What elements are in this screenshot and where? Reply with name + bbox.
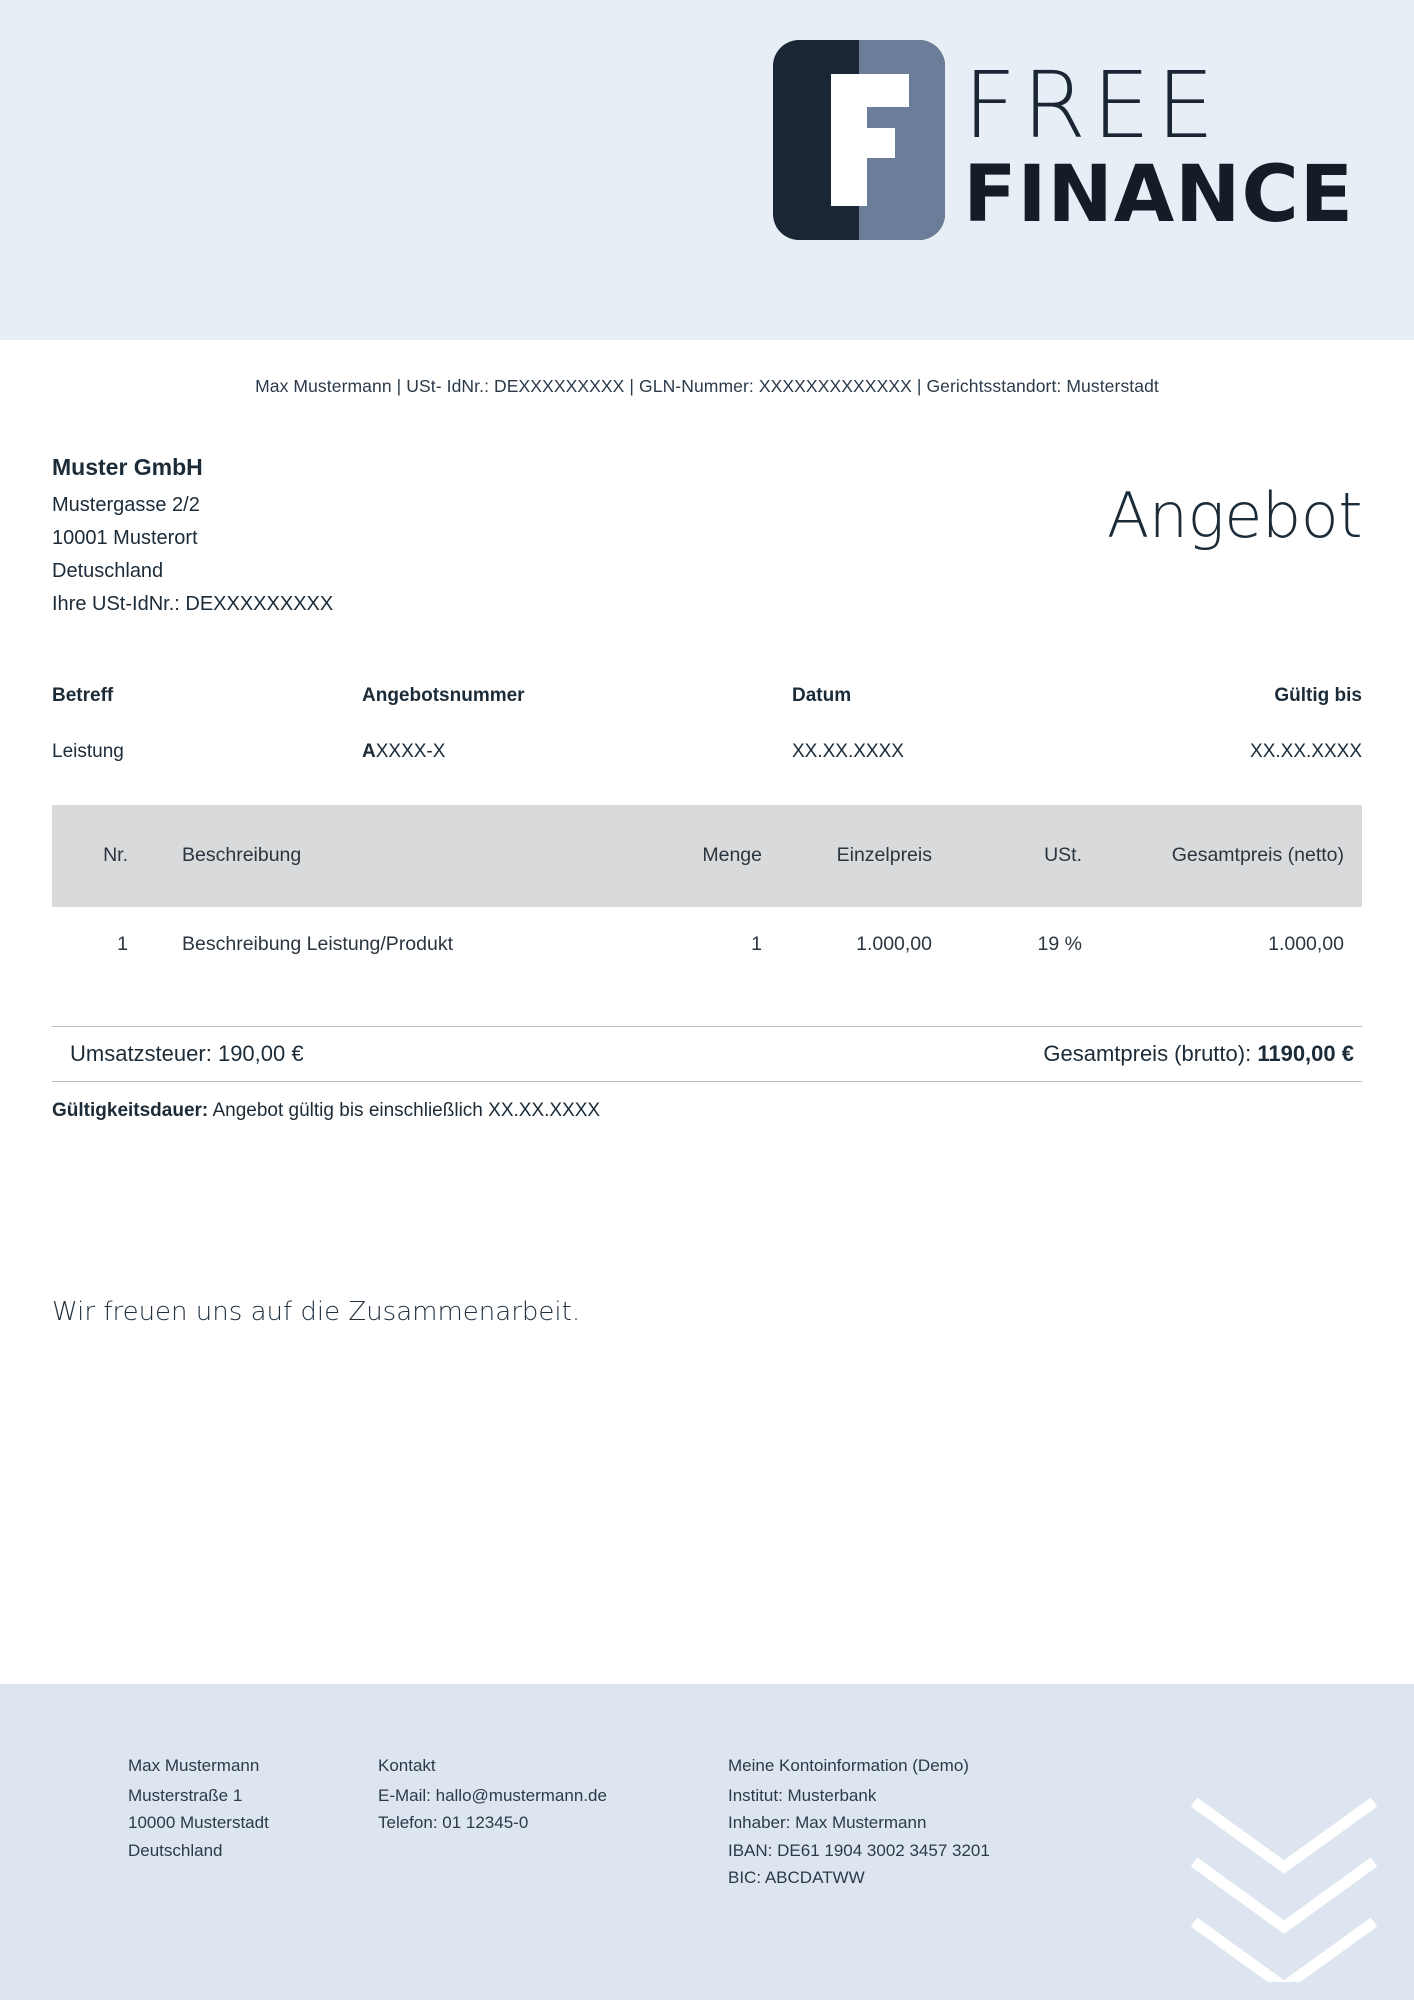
free-finance-logo-icon	[773, 40, 945, 240]
footer-bank-institute: Institut: Musterbank	[728, 1785, 877, 1805]
gross-total-value: 1190,00 €	[1257, 1040, 1354, 1066]
cell-quantity: 1	[751, 932, 762, 955]
column-header-unit-price: Einzelpreis	[762, 805, 932, 907]
cell-description: Beschreibung Leistung/Produkt	[182, 932, 454, 955]
validity-text: Angebot gültig bis einschließlich XX.XX.XXXX	[212, 1099, 601, 1121]
header-band	[0, 0, 1414, 340]
brand-name-bottom: FINANCE	[963, 149, 1354, 240]
line-items-header	[52, 805, 1362, 907]
footer-company-name: Max Mustermann	[128, 1756, 260, 1775]
meta-label-subject: Betreff	[52, 684, 114, 706]
recipient-city: 10001 Musterort	[52, 526, 198, 549]
sender-info-line: Max Mustermann | USt- IdNr.: DEXXXXXXXXX | GLN-Nummer: XXXXXXXXXXXXX | Gerichtsstandort: Musterstadt	[255, 376, 1159, 396]
column-header-vat: USt.	[932, 805, 1082, 907]
meta-value-date: XX.XX.XXXX	[792, 740, 904, 762]
document-meta	[52, 685, 1362, 763]
meta-value-subject: Leistung	[52, 740, 124, 762]
document-title: Angebot	[1106, 479, 1362, 552]
line-items-table	[52, 805, 1362, 982]
brand-name-top: FREE	[963, 52, 1221, 160]
vat-total	[70, 1041, 304, 1067]
footer-bank-owner: Inhaber: Max Mustermann	[728, 1813, 927, 1833]
recipient-country: Detuschland	[52, 559, 164, 582]
meta-label-number: Angebotsnummer	[362, 684, 525, 706]
recipient-street: Mustergasse 2/2	[52, 493, 200, 516]
meta-value-valid-until: XX.XX.XXXX	[1250, 740, 1362, 762]
vat-total-label: Umsatzsteuer:	[70, 1040, 212, 1066]
footer-contact-block	[378, 1752, 728, 1892]
totals-row	[52, 1026, 1362, 1082]
meta-value-number-rest: XXXX-X	[375, 740, 446, 762]
table-row	[52, 907, 1362, 982]
table-header-row	[52, 805, 1362, 907]
logo-f-top-arm	[831, 74, 909, 107]
recipient-vat: Ihre USt-IdNr.: DEXXXXXXXXX	[52, 592, 334, 615]
page-footer	[0, 1684, 1414, 2000]
meta-value-number	[362, 707, 792, 763]
footer-bank-bic: BIC: ABCDATWW	[728, 1868, 865, 1888]
column-header-total-net: Gesamtpreis (netto)	[1082, 805, 1362, 907]
closing-message: Wir freuen uns auf die Zusammenarbeit.	[52, 1296, 581, 1327]
footer-bank-iban: IBAN: DE61 1904 3002 3457 3201	[728, 1840, 990, 1860]
footer-bank-block	[728, 1752, 1414, 1892]
logo-f-mid-arm	[831, 128, 895, 158]
validity-note	[52, 1100, 1362, 1122]
cell-nr: 1	[117, 932, 128, 955]
brand-wordmark	[963, 40, 1354, 255]
recipient-address	[52, 449, 333, 621]
footer-contact-title: Kontakt	[378, 1756, 436, 1775]
meta-value-number-prefix: A	[362, 740, 376, 762]
meta-label-valid-until: Gültig bis	[1274, 684, 1362, 706]
recipient-name: Muster GmbH	[52, 454, 203, 480]
meta-label-date: Datum	[792, 684, 852, 706]
document-body	[0, 340, 1414, 1332]
footer-company-city: 10000 Musterstadt	[128, 1813, 269, 1833]
cell-total-net: 1.000,00	[1268, 932, 1344, 955]
footer-company-country: Deutschland	[128, 1840, 223, 1860]
footer-contact-email: E-Mail: hallo@mustermann.de	[378, 1785, 607, 1805]
validity-label: Gültigkeitsdauer:	[52, 1099, 209, 1121]
footer-bank-title: Meine Kontoinformation (Demo)	[728, 1756, 969, 1775]
line-items-body	[52, 907, 1362, 982]
footer-contact-phone: Telefon: 01 12345-0	[378, 1813, 529, 1833]
cell-unit-price: 1.000,00	[856, 932, 932, 955]
footer-company-block	[128, 1752, 378, 1892]
footer-columns	[0, 1684, 1414, 1892]
column-header-quantity: Menge	[612, 805, 762, 907]
gross-total-label: Gesamtpreis (brutto):	[1043, 1040, 1252, 1066]
vat-total-value: 190,00 €	[217, 1040, 304, 1066]
footer-company-street: Musterstraße 1	[128, 1785, 243, 1805]
address-and-title-row	[52, 449, 1362, 621]
brand-logo	[773, 40, 1354, 255]
cell-vat: 19 %	[1037, 932, 1082, 955]
column-header-description: Beschreibung	[138, 805, 612, 907]
gross-total	[1043, 1041, 1354, 1067]
column-header-nr: Nr.	[52, 805, 138, 907]
meta-grid	[52, 685, 1362, 763]
